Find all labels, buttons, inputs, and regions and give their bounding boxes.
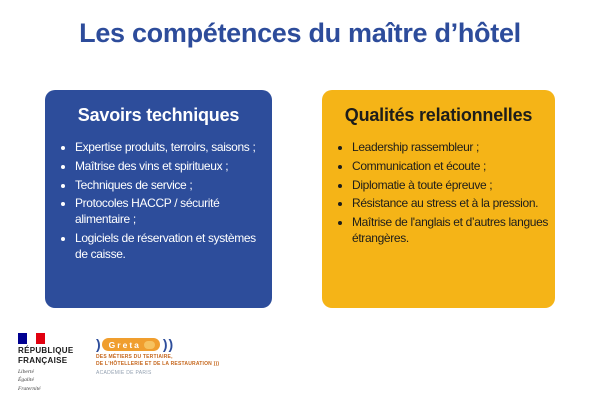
list-item: • Maîtrise de l'anglais et d’autres langues étrangères. xyxy=(352,215,551,247)
list-item: • Protocoles HACCP / sécurité alimentaire ; xyxy=(75,196,268,228)
pill-highlight-icon xyxy=(144,341,155,349)
page-title: Les compétences du maître d’hôtel xyxy=(79,18,521,48)
greta-subtitle-line1: DES MÉTIERS DU TERTIAIRE, xyxy=(96,354,173,360)
greta-brand-text: Greta xyxy=(108,339,141,350)
list-item: • Résistance au stress et à la pression. xyxy=(352,196,551,212)
cards-row xyxy=(45,90,555,308)
motto-egalite: Égalité xyxy=(18,377,34,384)
bullet-list-qualites xyxy=(336,140,551,247)
list-item: • Logiciels de réservation et systèmes de caisse. xyxy=(75,231,268,263)
bullet-list-savoirs xyxy=(59,140,268,263)
greta-pill xyxy=(102,338,160,351)
republique-francaise-logo xyxy=(18,333,73,393)
card-heading-savoirs: Savoirs techniques xyxy=(77,105,240,125)
list-item: • Diplomatie à toute épreuve ; xyxy=(352,178,551,194)
motto-liberte: Liberté xyxy=(18,369,34,376)
greta-wordmark xyxy=(96,338,219,351)
republique-francaise-wordmark xyxy=(18,346,73,365)
paren-left-icon: ) xyxy=(96,336,101,352)
list-item: • Maîtrise des vins et spiritueux ; xyxy=(75,159,268,175)
list-item: • Expertise produits, terroirs, saisons ; xyxy=(75,140,268,156)
paren-right-icon: )) xyxy=(162,336,175,352)
french-flag-icon xyxy=(18,333,45,344)
greta-subtitle-line2: DE L'HÔTELLERIE ET DE LA RESTAURATION ))) xyxy=(96,360,220,367)
devise-motto xyxy=(18,368,73,393)
greta-academie-line: ACADÉMIE DE PARIS xyxy=(96,369,152,376)
list-item: • Communication et écoute ; xyxy=(352,159,551,175)
card-heading-qualites: Qualités relationnelles xyxy=(344,105,533,125)
list-item: • Techniques de service ; xyxy=(75,178,268,194)
list-item: • Leadership rassembleur ; xyxy=(352,140,551,156)
motto-fraternite: Fraternité xyxy=(18,385,41,392)
footer xyxy=(0,330,600,400)
francaise-line: FRANÇAISE xyxy=(18,355,68,365)
republique-line: RÉPUBLIQUE xyxy=(18,346,74,355)
card-savoirs-techniques xyxy=(45,90,272,308)
greta-logo xyxy=(96,338,219,376)
card-qualites-relationnelles xyxy=(322,90,555,308)
